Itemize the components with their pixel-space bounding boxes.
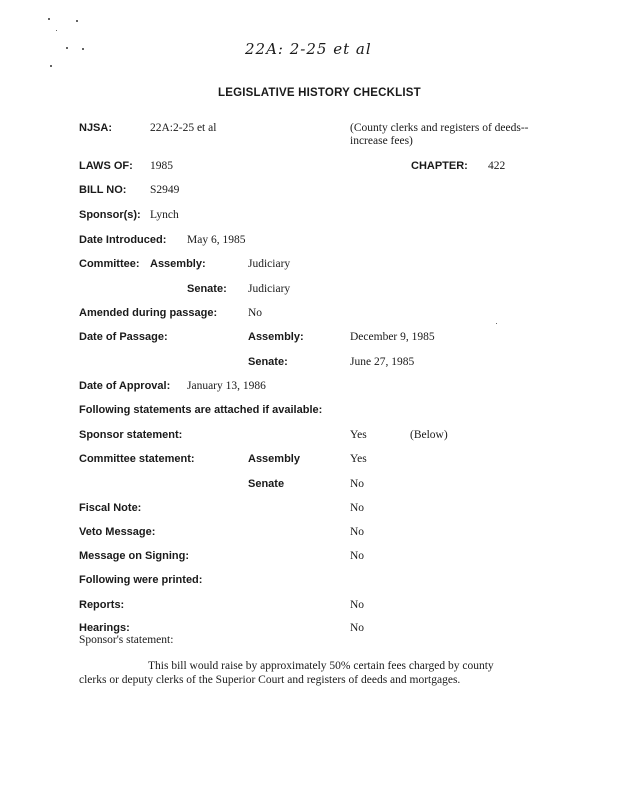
fiscal-note-value: No [350, 502, 365, 514]
passage-senate-label: Senate: [248, 356, 288, 368]
date-of-passage-label: Date of Passage: [79, 331, 168, 343]
committee-statement-assembly-label: Assembly [248, 453, 300, 465]
fiscal-note-label: Fiscal Note: [79, 502, 142, 514]
committee-statement-senate-label: Senate [248, 478, 285, 490]
passage-senate-value: June 27, 1985 [350, 356, 415, 368]
veto-message-label: Veto Message: [79, 526, 156, 538]
date-introduced-label: Date Introduced: [79, 234, 167, 246]
njsa-label: NJSA: [79, 122, 113, 134]
committee-assembly-label: Assembly: [150, 258, 206, 270]
committee-senate-value: Judiciary [248, 283, 291, 295]
committee-statement-senate-value: No [350, 478, 365, 490]
committee-senate-label: Senate: [187, 283, 227, 295]
date-introduced-value: May 6, 1985 [187, 234, 246, 246]
veto-message-value: No [350, 526, 365, 538]
njsa-description-line2: increase fees) [350, 135, 413, 147]
handwritten-note: 22A: 2-25 et al [245, 40, 372, 58]
amended-value: No [248, 307, 263, 319]
committee-statement-assembly-value: Yes [350, 453, 367, 465]
scan-speck [496, 323, 497, 324]
reports-label: Reports: [79, 599, 125, 611]
passage-assembly-label: Assembly: [248, 331, 304, 343]
passage-assembly-value: December 9, 1985 [350, 331, 435, 343]
committee-assembly-value: Judiciary [248, 258, 291, 270]
scan-speck [50, 65, 52, 67]
committee-statement-label: Committee statement: [79, 453, 195, 465]
date-of-approval-value: January 13, 1986 [187, 380, 266, 392]
chapter-label: CHAPTER: [411, 160, 468, 172]
printed-heading: Following were printed: [79, 574, 203, 586]
laws-of-label: LAWS OF: [79, 160, 133, 172]
njsa-value: 22A:2-25 et al [150, 122, 217, 134]
scan-speck [56, 30, 57, 31]
amended-label: Amended during passage: [79, 307, 218, 319]
date-of-approval-label: Date of Approval: [79, 380, 171, 392]
sponsors-label: Sponsor(s): [79, 209, 141, 221]
committee-label: Committee: [79, 258, 140, 270]
message-on-signing-value: No [350, 550, 365, 562]
bill-no-label: BILL NO: [79, 184, 127, 196]
laws-of-value: 1985 [150, 160, 173, 172]
sponsor-statement-note: (Below) [410, 429, 448, 441]
scan-speck [48, 18, 50, 20]
hearings-value: No [350, 622, 365, 634]
statements-heading: Following statements are attached if available: [79, 404, 323, 416]
reports-value: No [350, 599, 365, 611]
statement-text-line2: clerks or deputy clerks of the Superior Court and registers of deeds and mortgages. [79, 674, 461, 686]
sponsor-statement-label: Sponsor statement: [79, 429, 183, 441]
chapter-value: 422 [488, 160, 506, 172]
sponsors-statement-label: Sponsor's statement: [79, 634, 174, 646]
scan-speck [66, 47, 68, 49]
sponsors-value: Lynch [150, 209, 179, 221]
njsa-description-line1: (County clerks and registers of deeds-- [350, 122, 529, 134]
statement-text-line1: This bill would raise by approximately 50% certain fees charged by county [148, 660, 494, 672]
scan-speck [82, 48, 84, 50]
sponsor-statement-value: Yes [350, 429, 367, 441]
message-on-signing-label: Message on Signing: [79, 550, 190, 562]
bill-no-value: S2949 [150, 184, 180, 196]
hearings-label: Hearings: [79, 622, 130, 634]
page-title: LEGISLATIVE HISTORY CHECKLIST [218, 87, 421, 99]
scan-speck [76, 20, 78, 22]
